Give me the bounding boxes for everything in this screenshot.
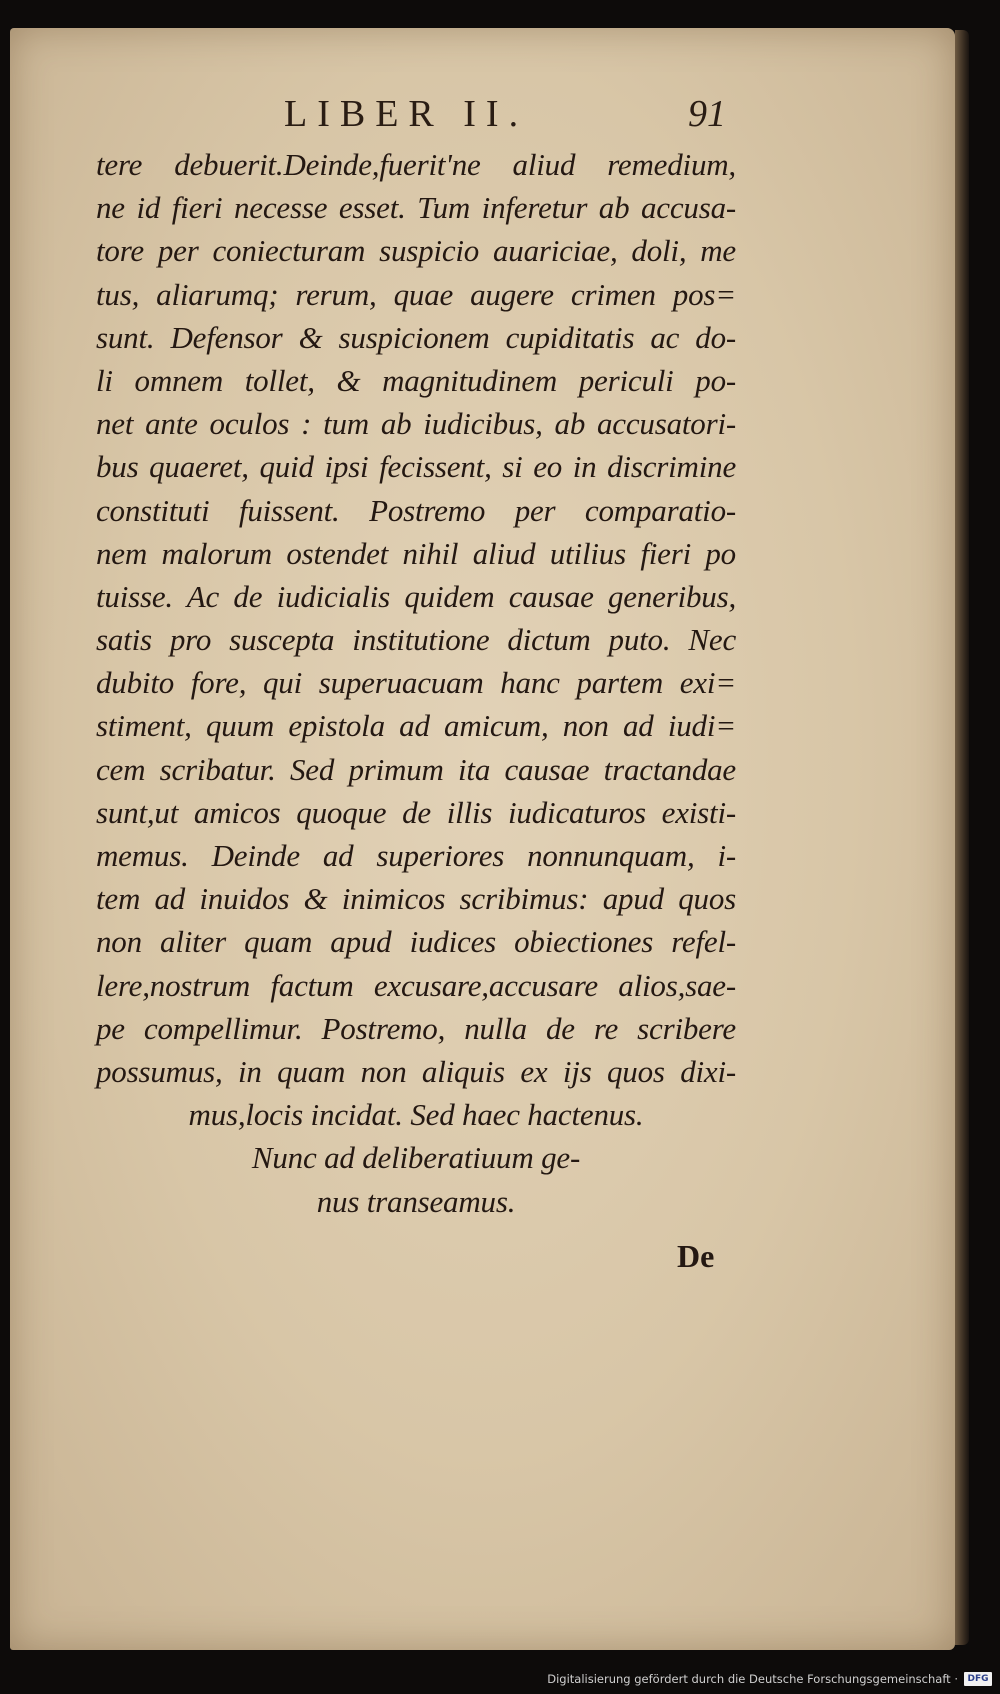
text-line: possumus, in quam non aliquis ex ijs quos dixi- <box>96 1053 736 1089</box>
text-line: constituti fuissent. Postremo per comparatio- <box>96 492 736 528</box>
catchword: De <box>677 1238 715 1274</box>
running-head <box>0 92 1000 142</box>
running-title: LIBER II. <box>284 93 529 135</box>
text-line: li omnem tollet, & magnitudinem periculi po- <box>96 362 736 398</box>
page-edge-shadow <box>955 30 969 1645</box>
text-line: tem ad inuidos & inimicos scribimus: apud quos <box>96 881 736 917</box>
closing-line: mus,locis incidat. Sed haec hactenus. <box>188 1097 644 1133</box>
closing-line: Nunc ad deliberatiuum ge- <box>251 1140 581 1176</box>
text-line: bus quaeret, quid ipsi fecissent, si eo in discrimine <box>96 449 736 485</box>
digitization-credit <box>547 1668 992 1690</box>
body-text <box>96 143 736 1223</box>
text-line: lere,nostrum factum excusare,accusare alios,sae- <box>96 967 736 1003</box>
text-line: sunt,ut amicos quoque de illis iudicaturos existi- <box>96 794 736 830</box>
text-line: tore per coniecturam suspicio auariciae, doli, me <box>96 233 736 269</box>
dfg-logo: DFG <box>964 1672 992 1686</box>
text-line: tuisse. Ac de iudicialis quidem causae generibus, <box>96 578 736 614</box>
text-line: net ante oculos : tum ab iudicibus, ab accusatori- <box>96 406 736 442</box>
text-line: tere debuerit.Deinde,fuerit'ne aliud remedium, <box>96 147 736 182</box>
text-line: pe compellimur. Postremo, nulla de re scribere <box>96 1010 736 1046</box>
text-line: sunt. Defensor & suspicionem cupiditatis ac do- <box>96 319 736 355</box>
text-line: memus. Deinde ad superiores nonnunquam, i- <box>96 838 736 873</box>
credit-text: Digitalisierung gefördert durch die Deutsche Forschungsgemeinschaft · <box>547 1672 958 1686</box>
text-line: cem scribatur. Sed primum ita causae tractandae <box>96 751 736 787</box>
text-line: nem malorum ostendet nihil aliud utilius fieri po <box>96 535 736 571</box>
page-number: 91 <box>688 93 726 135</box>
text-line: dubito fore, qui superuacuam hanc partem exi= <box>96 665 736 701</box>
text-line: ne id fieri necesse esset. Tum inferetur ab accusa- <box>96 190 736 226</box>
text-line: non aliter quam apud iudices obiectiones refel- <box>96 924 736 960</box>
text-line: satis pro suscepta institutione dictum puto. Nec <box>96 622 736 658</box>
text-line: tus, aliarumq; rerum, quae augere crimen pos= <box>96 276 736 312</box>
closing-line: nus transeamus. <box>316 1183 516 1219</box>
text-line: stiment, quum epistola ad amicum, non ad iudi= <box>96 708 736 744</box>
